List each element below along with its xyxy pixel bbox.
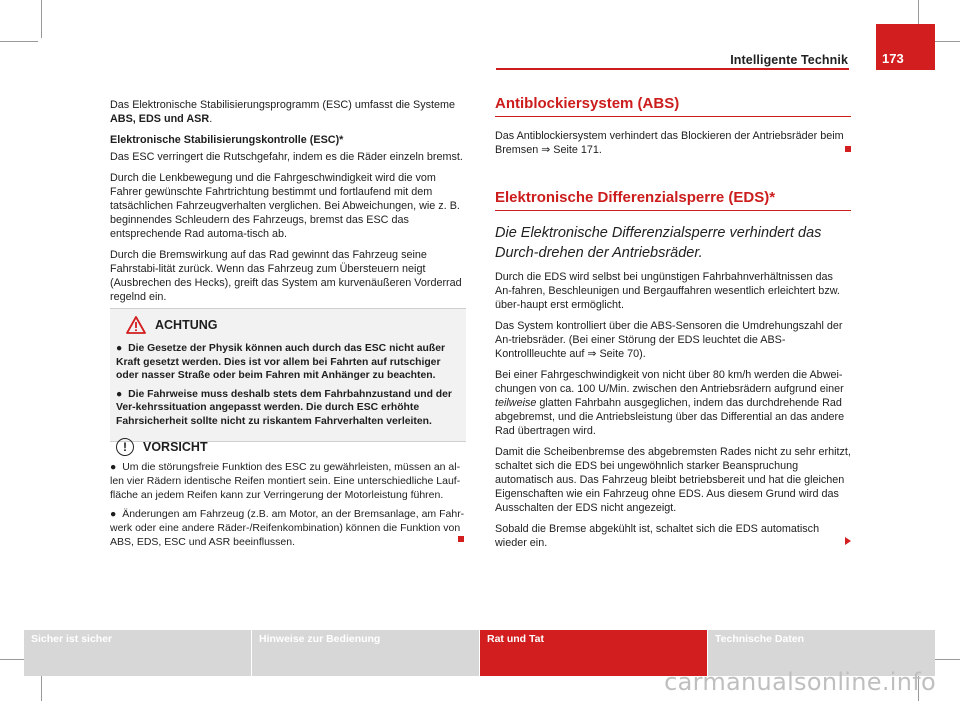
caution-circle-icon: !: [116, 438, 134, 456]
esc-paragraph: Das ESC verringert die Rutschgefahr, indem es die Räder einzeln bremst.: [110, 151, 463, 163]
eds-paragraph: Durch die EDS wird selbst bei ungünstigen Fahrbahnverhältnissen das An-fahren, Beschleunigen und Bergauffahren wesentlich erleichtert bzw. über-haupt erst ermöglicht.: [495, 271, 840, 311]
eds-subtitle: Die Elektronische Differenzialsperre verhindert das Durch-drehen der Antriebsräder.: [495, 225, 822, 261]
eds-paragraph: Bei einer Fahrgeschwindigkeit von nicht über 80 km/h werden die Abwei-chungen von ca. 100 U/Min. zwischen den Antriebsrädern aufgrund einer teilweise glatten Fahrbahn ausgeglichen, indem das durchdrehende Rad abgebremst, und die Antriebsleistung über das Differential an das andere Rad übertragen wird.: [495, 369, 845, 437]
crop-mark: [0, 41, 38, 42]
abs-paragraph: Das Antiblockiersystem verhindert das Blockieren der Antriebsräder beim Bremsen ⇒ Seite 171.: [495, 130, 844, 156]
caution-header: [110, 438, 466, 460]
esc-paragraph: Durch die Lenkbewegung und die Fahrgeschwindigkeit wird die vom Fahrer gewünschte Fahrtrichtung bestimmt und fortlaufend mit dem tatsächlichen Fahrzeugverhalten verglichen. Bei Abweichungen, wie z. B. beginnendes Schleudern des Fahrzeugs, bremst das ESC das entsprechende Rad automa-tisch ab.: [110, 172, 460, 240]
caution-label: VORSICHT: [143, 440, 208, 454]
end-square-icon: [845, 146, 851, 152]
footer-tab-rat-und-tat[interactable]: Rat und Tat: [480, 630, 707, 676]
end-square-icon: [458, 536, 464, 542]
intro-paragraph: Das Elektronische Stabilisierungsprogramm (ESC) umfasst die Systeme ABS, EDS und ASR.: [110, 99, 456, 125]
intro-systems: ABS, EDS und ASR: [110, 113, 210, 125]
caution-section: [110, 438, 466, 554]
eds-heading: Elektronische Differenzialsperre (EDS)*: [495, 191, 851, 211]
warning-body: [110, 338, 466, 441]
left-column: [110, 98, 465, 311]
warning-item: ● Die Gesetze der Physik können auch durch das ESC nicht außer Kraft gesetzt werden. Dies ist vor allem bei Fahrten auf rutschiger oder nasser Straße oder beim Fahren mit Anhänger zu beachten.: [116, 343, 446, 381]
footer-tab-sicher[interactable]: Sicher ist sicher: [24, 630, 251, 676]
warning-box: [110, 308, 466, 442]
header-rule: [496, 68, 849, 70]
eds-paragraph: Das System kontrolliert über die ABS-Sensoren die Umdrehungszahl der An-triebsräder. (Bei einer Störung der EDS leuchtet die ABS-Kontrollleuchte auf ⇒ Seite 70).: [495, 320, 843, 360]
warning-header: [110, 309, 466, 338]
esc-paragraph: Durch die Bremswirkung auf das Rad gewinnt das Fahrzeug seine Fahrstabi-lität zurück. Wenn das Fahrzeug zum Übersteuern neigt (Ausbrechen des Hecks), greift das System am kurvenäußeren Vorderrad regelnd ein.: [110, 249, 462, 303]
caution-item: ● Änderungen am Fahrzeug (z.B. am Motor, an der Bremsanlage, am Fahr-werk oder eine andere Räder-/Reifenkombination) können die Funktion von ABS, EDS, ESC und ASR beeinflussen.: [110, 508, 465, 548]
continue-arrow-icon: [845, 537, 851, 545]
esc-heading: Elektronische Stabilisierungskontrolle (ESC)*: [110, 134, 344, 146]
watermark: carmanualsonline.info: [664, 668, 936, 696]
eds-paragraph: Sobald die Bremse abgekühlt ist, schaltet sich die EDS automatisch wieder ein.: [495, 523, 820, 549]
crop-mark: [41, 0, 42, 38]
warning-item: ● Die Fahrweise muss deshalb stets dem Fahrbahnzustand und der Ver-kehrssituation angepasst werden. Die durch ESC erhöhte Fahrsicherheit sollte nicht zu riskantem Fahrverhalten verleiten.: [116, 388, 452, 427]
footer-tab-technische-daten[interactable]: Technische Daten: [708, 630, 935, 676]
eds-paragraph: Damit die Scheibenbremse des abgebremsten Rades nicht zu sehr erhitzt, schaltet sich die EDS bei ungewöhnlich starker Beanspruchung automatisch aus. Das Fahrzeug bleibt betriebsbereit und hat die gleichen Eigenschaften wie ein Fahrzeug ohne EDS. Aus diesem Grund wird das Ausschalten der EDS nicht angezeigt.: [495, 446, 851, 514]
right-column: [495, 97, 851, 557]
warning-label: ACHTUNG: [155, 318, 218, 332]
chapter-title: Intelligente Technik: [730, 53, 848, 67]
page-number: 173: [876, 24, 935, 70]
caution-item: ● Um die störungsfreie Funktion des ESC zu gewährleisten, müssen an al-len vier Rädern identische Reifen montiert sein. Eine unterschiedliche Lauf-fläche an jedem Reifen kann zur Verringerung der Motorleistung führen.: [110, 461, 461, 501]
abs-heading: Antiblockiersystem (ABS): [495, 97, 851, 117]
footer-tab-hinweise[interactable]: Hinweise zur Bedienung: [252, 630, 479, 676]
warning-triangle-icon: [126, 316, 146, 334]
